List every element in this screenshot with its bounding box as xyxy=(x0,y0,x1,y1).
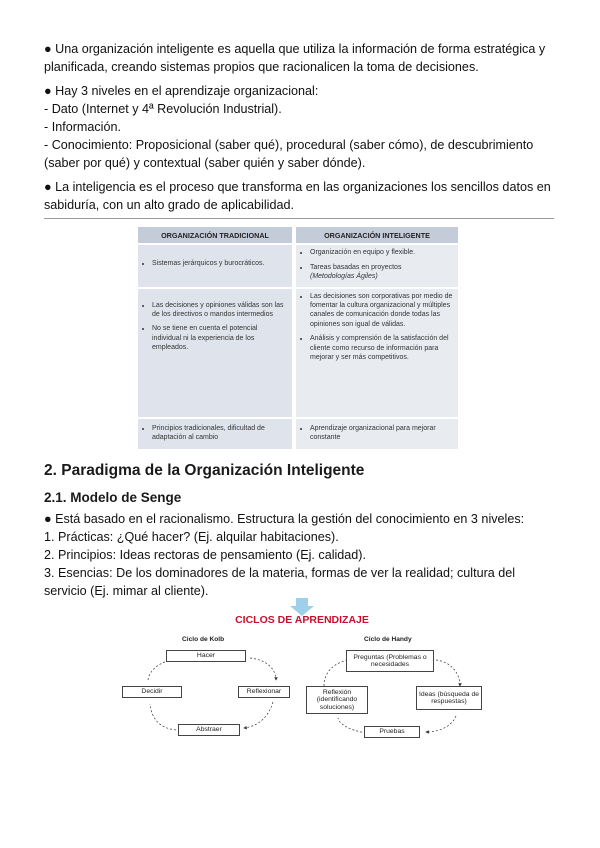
learning-cycles-diagram xyxy=(118,596,486,746)
table-header-traditional: ORGANIZACIÓN TRADICIONAL xyxy=(138,227,292,243)
table-row xyxy=(138,419,458,449)
table-cell: • Organización en equipo y flexible. xyxy=(310,248,454,257)
kolb-hacer-box: Hacer xyxy=(166,650,246,662)
table-cell: • Las decisiones y opiniones válidas son las de los directivos o mandos intermedios xyxy=(152,301,288,320)
senge-level-esencias: 3. Esencias: De los dominadores de la materia, formas de ver la realidad; cultura del servicio (Ej. mimar al cliente). xyxy=(44,566,516,598)
table-cell: • No se tiene en cuenta el potencial individual ni la experiencia de los empleados. xyxy=(152,324,288,352)
intro-text xyxy=(44,40,558,214)
table-cell: • Tareas basadas en proyectos (Metodologías Ágiles) xyxy=(310,263,454,282)
table-cell: • Sistemas jerárquicos y burocráticos. xyxy=(152,259,288,268)
table-row xyxy=(138,289,458,417)
handy-ideas-box: Ideas (búsqueda de respuestas) xyxy=(416,686,482,710)
intro-level-dato: - Dato (Internet y 4ª Revolución Industrial). xyxy=(44,102,282,116)
intro-paragraph-3: ● La inteligencia es el proceso que transforma en las organizaciones los sencillos datos en sabiduría, con un alto grado de aplicabilidad. xyxy=(44,180,551,212)
subsection-title: 2.1. Modelo de Senge xyxy=(44,490,182,505)
diagram-title: CICLOS DE APRENDIZAJE xyxy=(235,614,369,626)
handy-pruebas-box: Pruebas xyxy=(364,726,420,738)
kolb-decidir-box: Decidir xyxy=(122,686,182,698)
senge-paragraph: ● Está basado en el racionalismo. Estructura la gestión del conocimiento en 3 niveles: xyxy=(44,512,525,526)
senge-text xyxy=(44,510,558,600)
handy-preguntas-box: Preguntas (Problemas o necesidades xyxy=(346,650,434,672)
section-title: 2. Paradigma de la Organización Inteligente xyxy=(44,462,365,479)
table-cell: • Las decisiones son corporativas por medio de fomentar la cultura organizacional y múltiples canales de comunicación donde todas las opiniones son igual de válidas. xyxy=(310,292,454,330)
table-row xyxy=(138,245,458,286)
handy-title: Ciclo de Handy xyxy=(364,636,412,643)
intro-level-conocimiento: - Conocimiento: Proposicional (saber qué), procedural (saber cómo), de descubrimiento (saber por qué) y contextual (saber quién y saber dónde). xyxy=(44,138,534,170)
table-cell: • Análisis y comprensión de la satisfacción del cliente como recurso de información para mejorar y ser más competitivos. xyxy=(310,334,454,362)
intro-paragraph-2: ● Hay 3 niveles en el aprendizaje organizacional: xyxy=(44,84,319,98)
comparison-table xyxy=(138,227,458,449)
table-header-intelligent: ORGANIZACIÓN INTELIGENTE xyxy=(296,227,458,243)
kolb-reflexionar-box: Reflexionar xyxy=(238,686,290,698)
table-cell: • Principios tradicionales, dificultad de adaptación al cambio xyxy=(152,424,288,443)
handy-reflexion-box: Reflexión (identificando soluciones) xyxy=(306,686,368,714)
intro-level-informacion: - Información. xyxy=(44,120,121,134)
senge-level-practicas: 1. Prácticas: ¿Qué hacer? (Ej. alquilar habitaciones). xyxy=(44,530,339,544)
intro-paragraph-1: ● Una organización inteligente es aquella que utiliza la información de forma estratégica y planificada, creando sistemas propios que racionalicen la toma de decisiones. xyxy=(44,42,546,74)
kolb-abstraer-box: Abstraer xyxy=(178,724,240,736)
senge-level-principios: 2. Principios: Ideas rectoras de pensamiento (Ej. calidad). xyxy=(44,548,367,562)
table-cell: • Aprendizaje organizacional para mejorar constante xyxy=(310,424,454,443)
horizontal-divider xyxy=(44,218,554,219)
kolb-title: Ciclo de Kolb xyxy=(182,636,225,643)
